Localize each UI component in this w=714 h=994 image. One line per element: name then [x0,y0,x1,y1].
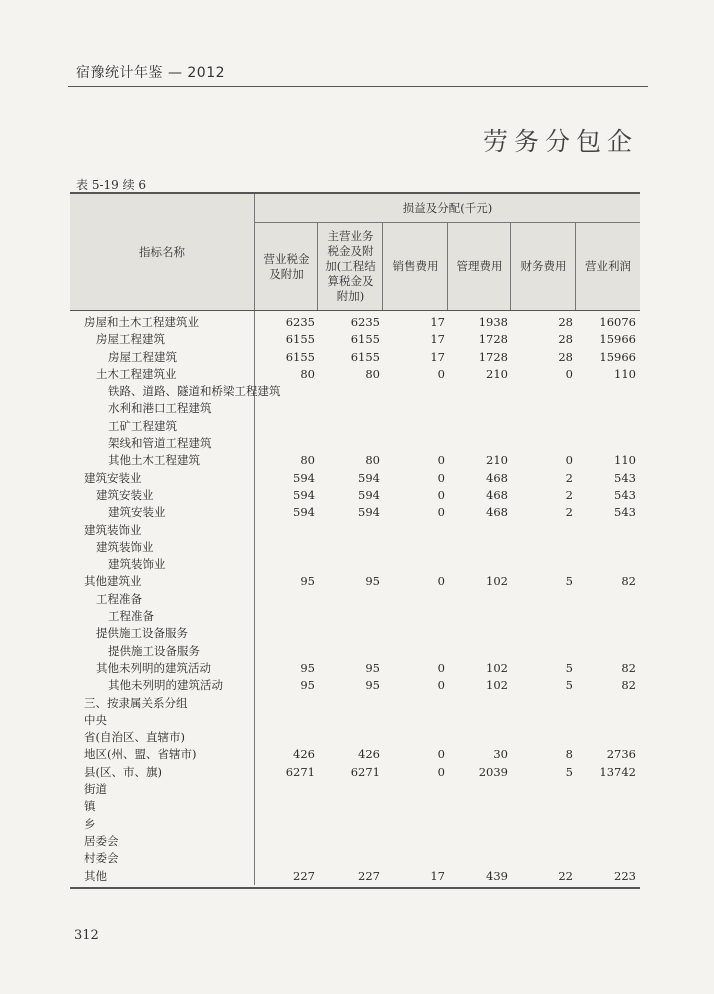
cell-value: 1938 [478,315,508,329]
cell-value: 102 [486,574,508,589]
row-label: 其他土木工程建筑 [108,453,200,468]
table-row [70,556,640,573]
cell-value: 543 [614,505,636,520]
cell-value: 227 [358,868,380,883]
row-label: 土木工程建筑业 [96,366,177,381]
cell-value: 0 [437,574,445,589]
cell-value: 6155 [285,349,315,364]
cell-value: 13742 [599,764,636,779]
cell-value: 5 [565,764,573,779]
table-row [70,349,640,366]
cell-value: 5 [565,574,573,589]
row-label: 提供施工设备服务 [96,626,188,641]
cell-value: 468 [486,487,508,502]
cell-value: 0 [437,453,445,468]
row-label: 建筑安装业 [96,487,154,502]
header-column-6: 营业利润 [585,259,631,273]
row-label: 镇 [84,799,96,814]
cell-value: 2 [565,505,573,520]
cell-value: 223 [614,868,636,883]
cell-value: 6235 [285,315,315,329]
cell-value: 80 [300,366,315,381]
table-row [70,435,640,452]
table-row [70,487,640,504]
table-row [70,418,640,435]
cell-value: 468 [486,505,508,520]
table-label: 表 5-19 续 6 [76,178,147,192]
cell-value: 594 [293,487,315,502]
header-column-1: 营业税金及附加 [263,251,310,281]
table-row [70,868,640,885]
header-group: 损益及分配(千元) [402,200,493,215]
cell-value: 17 [430,349,445,364]
cell-value: 0 [437,764,445,779]
row-label: 三、按隶属关系分组 [84,695,188,710]
cell-value: 95 [365,678,380,693]
cell-value: 594 [293,505,315,520]
table-bottom-rule [70,887,640,889]
header-column-2: 主营业务税金及附加(工程结算税金及附加) [325,229,376,303]
header-name-column: 指标名称 [139,244,185,259]
cell-value: 28 [558,315,573,329]
cell-value: 17 [430,332,445,347]
table-row [70,366,640,383]
cell-value: 227 [293,868,315,883]
row-label: 其他建筑业 [84,574,142,589]
cell-value: 6155 [350,332,380,347]
table-row [70,452,640,469]
cell-value: 110 [614,366,636,381]
table-row [70,695,640,712]
cell-value: 594 [358,470,380,485]
row-label: 房屋和土木工程建筑业 [84,315,199,329]
cell-value: 6271 [285,764,315,779]
row-label: 铁路、道路、隧道和桥梁工程建筑 [108,384,281,399]
row-label: 村委会 [84,851,119,866]
cell-value: 30 [493,747,508,762]
cell-value: 82 [621,574,636,589]
cell-value: 80 [365,366,380,381]
row-label: 工矿工程建筑 [108,418,177,433]
table-row [70,781,640,798]
row-label: 建筑装饰业 [108,557,166,572]
table-row [70,383,640,400]
row-label: 其他 [84,868,107,883]
table-row [70,764,640,781]
row-label: 中央 [84,712,107,727]
cell-value: 1728 [478,332,508,347]
table-row [70,573,640,590]
cell-value: 543 [614,470,636,485]
table-row [70,798,640,815]
cell-value: 0 [437,678,445,693]
table-row [70,400,640,417]
cell-value: 426 [358,747,380,762]
table-row [70,833,640,850]
table-row [70,816,640,833]
cell-value: 426 [293,747,315,762]
cell-value: 6271 [350,764,380,779]
cell-value: 1728 [478,349,508,364]
table-row [70,729,640,746]
cell-value: 439 [486,868,508,883]
table-header [70,192,640,311]
table-row [70,504,640,521]
row-label: 地区(州、盟、省辖市) [84,747,197,762]
cell-value: 2 [565,487,573,502]
cell-value: 6155 [285,332,315,347]
cell-value: 5 [565,660,573,675]
cell-value: 8 [565,747,573,762]
cell-value: 95 [300,574,315,589]
cell-value: 80 [365,453,380,468]
cell-value: 0 [437,487,445,502]
cell-value: 80 [300,453,315,468]
cell-value: 2 [565,470,573,485]
cell-value: 95 [365,660,380,675]
cell-value: 102 [486,660,508,675]
table-row [70,608,640,625]
row-label: 房屋工程建筑 [96,332,165,347]
cell-value: 594 [293,470,315,485]
cell-value: 17 [430,868,445,883]
cell-value: 95 [365,574,380,589]
header-rule [68,86,648,87]
row-label: 建筑装饰业 [96,539,154,554]
table-row [70,539,640,556]
table-row [70,331,640,348]
section-title: 劳务分包企 [482,127,638,156]
cell-value: 95 [300,660,315,675]
row-label: 省(自治区、直辖市) [84,730,185,745]
row-label: 县(区、市、旗) [84,764,162,779]
row-label: 工程准备 [108,609,154,624]
header-column-5: 财务费用 [520,259,567,273]
cell-value: 16076 [599,315,636,329]
header-column-3: 销售费用 [392,259,439,273]
cell-value: 210 [486,453,508,468]
row-label: 水利和港口工程建筑 [108,401,212,416]
table-body [70,311,640,885]
cell-value: 6235 [350,315,380,329]
cell-value: 15966 [599,332,636,347]
cell-value: 2039 [478,764,508,779]
row-label: 建筑安装业 [108,505,166,520]
cell-value: 0 [437,366,445,381]
table-row [70,591,640,608]
cell-value: 102 [486,678,508,693]
header-column-4: 管理费用 [456,259,503,273]
cell-value: 0 [437,747,445,762]
cell-value: 82 [621,678,636,693]
table-row [70,677,640,694]
cell-value: 0 [437,505,445,520]
cell-value: 2736 [606,747,636,762]
cell-value: 28 [558,332,573,347]
page-number: 312 [74,928,99,943]
cell-value: 210 [486,366,508,381]
row-label: 居委会 [84,833,119,848]
row-label: 乡 [84,816,96,831]
row-label: 建筑装饰业 [84,522,142,537]
table-row [70,746,640,763]
cell-value: 543 [614,487,636,502]
running-head: 宿豫统计年鉴 — 2012 [76,65,226,81]
cell-value: 594 [358,505,380,520]
table-row [70,712,640,729]
row-label: 工程准备 [96,591,142,606]
table-row [70,470,640,487]
row-label: 建筑安装业 [84,470,142,485]
table-row [70,660,640,677]
cell-value: 95 [300,678,315,693]
row-label: 其他未列明的建筑活动 [96,660,211,675]
cell-value: 0 [437,660,445,675]
cell-value: 0 [437,470,445,485]
row-label: 提供施工设备服务 [108,643,200,658]
cell-value: 28 [558,349,573,364]
table-row [70,522,640,539]
data-table [70,192,640,889]
cell-value: 6155 [350,349,380,364]
cell-value: 110 [614,453,636,468]
row-label: 街道 [84,782,107,797]
cell-value: 15966 [599,349,636,364]
cell-value: 82 [621,660,636,675]
row-label: 架线和管道工程建筑 [108,436,212,451]
cell-value: 0 [565,453,573,468]
cell-value: 468 [486,470,508,485]
table-row [70,314,640,331]
row-label: 房屋工程建筑 [108,349,177,364]
cell-value: 5 [565,678,573,693]
table-row [70,625,640,642]
cell-value: 22 [558,868,573,883]
table-row [70,850,640,867]
row-label: 其他未列明的建筑活动 [108,678,223,693]
cell-value: 17 [430,315,445,329]
cell-value: 594 [358,487,380,502]
table-row [70,643,640,660]
cell-value: 0 [565,366,573,381]
